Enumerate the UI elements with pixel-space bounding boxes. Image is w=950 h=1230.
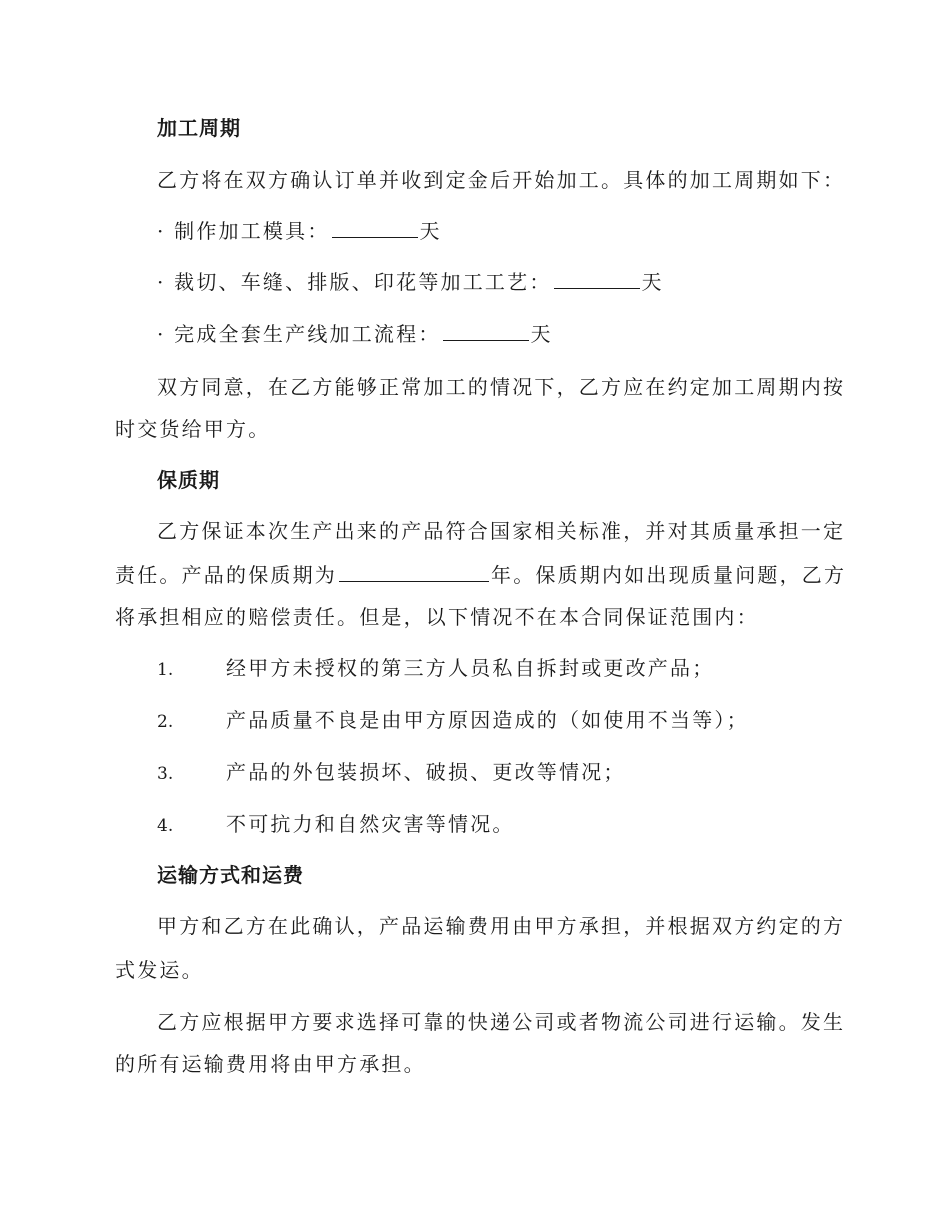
- processing-intro: 乙方将在双方确认订单并收到定金后开始加工。具体的加工周期如下：: [157, 168, 846, 192]
- warranty-line-2-suffix: 年。保质期内如出现质量问题，乙方: [491, 563, 847, 587]
- warranty-line-2: [115, 563, 846, 587]
- list-number-1: 1.: [157, 660, 174, 680]
- bullet-mold-unit: 天: [419, 219, 442, 243]
- list-item-4: 不可抗力和自然灾害等情况。: [226, 812, 515, 836]
- section-heading-shipping: 运输方式和运费: [157, 863, 304, 887]
- warranty-line-2-prefix: 责任。产品的保质期为: [115, 563, 337, 587]
- bullet-line-label: · 完成全套生产线加工流程：: [157, 322, 441, 346]
- bullet-craft: [157, 270, 664, 294]
- list-item-1: 经甲方未授权的第三方人员私自拆封或更改产品；: [226, 656, 715, 680]
- bullet-line: [157, 322, 553, 346]
- shipping-p1-line-1: 甲方和乙方在此确认，产品运输费用由甲方承担，并根据双方约定的方: [157, 914, 846, 938]
- bullet-craft-unit: 天: [641, 270, 664, 294]
- list-item-2: 产品质量不良是由甲方原因造成的（如使用不当等）；: [226, 708, 749, 732]
- warranty-line-3: 将承担相应的赔偿责任。但是，以下情况不在本合同保证范围内：: [115, 605, 759, 629]
- shipping-p2-line-2: 的所有运输费用将由甲方承担。: [115, 1052, 426, 1076]
- section-heading-warranty: 保质期: [157, 468, 220, 492]
- mold-days-blank[interactable]: [332, 219, 418, 238]
- list-number-2: 2.: [157, 712, 174, 732]
- agreement-line-2: 时交货给甲方。: [115, 417, 271, 441]
- shipping-p2-line-1: 乙方应根据甲方要求选择可靠的快递公司或者物流公司进行运输。发生: [157, 1010, 846, 1034]
- agreement-line-1: 双方同意，在乙方能够正常加工的情况下，乙方应在约定加工周期内按: [157, 375, 846, 399]
- warranty-line-1: 乙方保证本次生产出来的产品符合国家相关标准，并对其质量承担一定: [157, 519, 846, 543]
- bullet-mold-label: · 制作加工模具：: [157, 219, 330, 243]
- list-item-3: 产品的外包装损坏、破损、更改等情况；: [226, 760, 626, 784]
- bullet-craft-label: · 裁切、车缝、排版、印花等加工工艺：: [157, 270, 552, 294]
- warranty-years-blank[interactable]: [339, 563, 489, 582]
- line-days-blank[interactable]: [443, 322, 529, 341]
- list-number-4: 4.: [157, 816, 174, 836]
- list-number-3: 3.: [157, 764, 174, 784]
- bullet-mold: [157, 219, 442, 243]
- shipping-p1-line-2: 式发运。: [115, 958, 204, 982]
- craft-days-blank[interactable]: [554, 270, 640, 289]
- section-heading-processing-cycle: 加工周期: [157, 116, 241, 140]
- bullet-line-unit: 天: [530, 322, 553, 346]
